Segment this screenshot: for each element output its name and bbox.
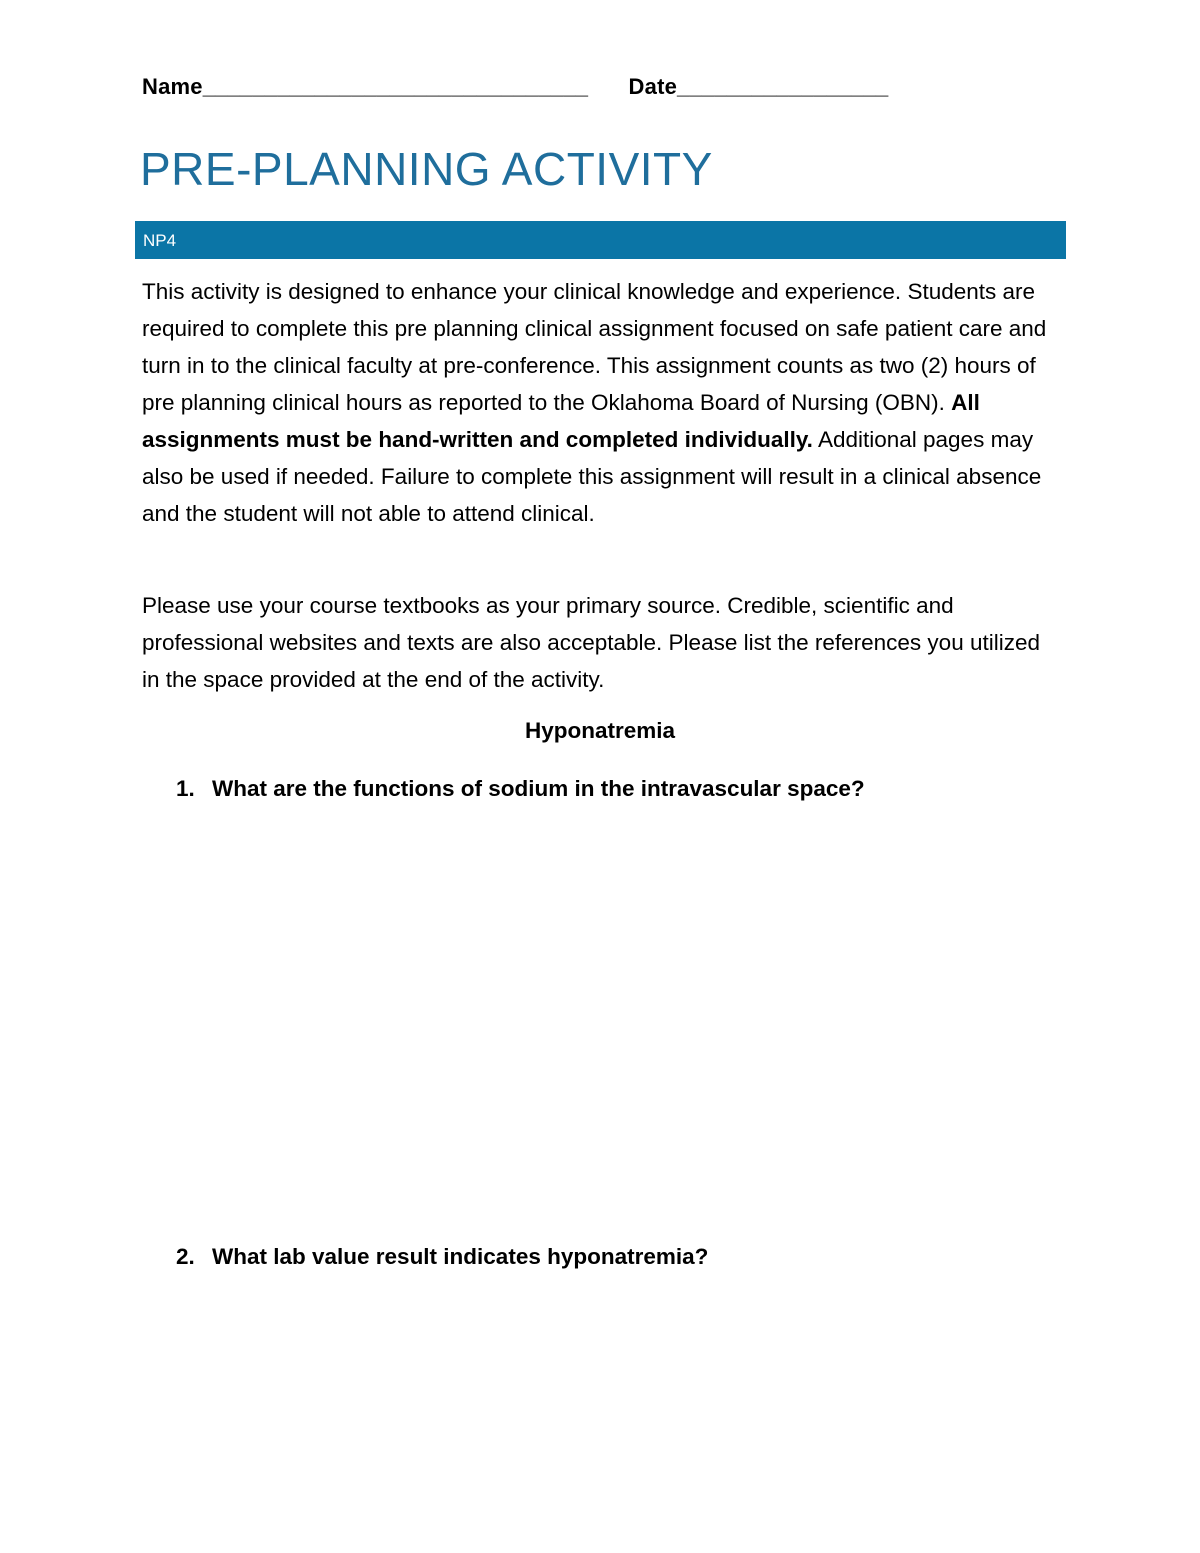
course-code-bar — [135, 221, 1066, 259]
date-label: Date — [628, 74, 678, 99]
date-block — [629, 74, 889, 100]
name-field[interactable]: _______________________________ — [202, 74, 589, 99]
instructions-text-end: Additional pages may also be used if needed. Failure to complete this assignment will result in a clinical absence and the student will not able to attend clinical. — [142, 427, 1042, 526]
answer-space-1[interactable] — [142, 815, 1062, 1235]
instructions-text-start: This activity is designed to enhance your clinical knowledge and experience. Students are required to complete this pre planning clinical assignment focused on safe patient care and turn in to the clinical faculty at pre-conference. This assignment counts as two (2) hours of pre planning clinical hours as reported to the Oklahoma Board of Nursing (OBN). — [142, 279, 1047, 415]
name-date-line — [142, 74, 888, 100]
question-number: 1. — [176, 776, 195, 801]
question-2 — [176, 1244, 708, 1270]
instructions-paragraph — [142, 273, 1062, 532]
question-1 — [176, 776, 865, 802]
section-heading: Hyponatremia — [524, 718, 676, 743]
instructions-bold-requirement: All assignments must be hand-written and completed individually. — [142, 390, 980, 452]
question-text: What lab value result indicates hyponatremia? — [212, 1244, 709, 1269]
references-paragraph: Please use your course textbooks as your primary source. Credible, scientific and professional websites and texts are also acceptable. Please list the references you utilized in the space provided at the end of the activity. — [142, 593, 1041, 692]
answer-space-2[interactable] — [142, 1283, 1062, 1533]
page-title: PRE-PLANNING ACTIVITY — [140, 143, 713, 195]
course-code: NP4 — [143, 231, 177, 250]
name-label: Name — [142, 74, 203, 99]
question-text: What are the functions of sodium in the intravascular space? — [212, 776, 865, 801]
question-number: 2. — [176, 1244, 195, 1269]
date-field[interactable]: _________________ — [677, 74, 889, 99]
